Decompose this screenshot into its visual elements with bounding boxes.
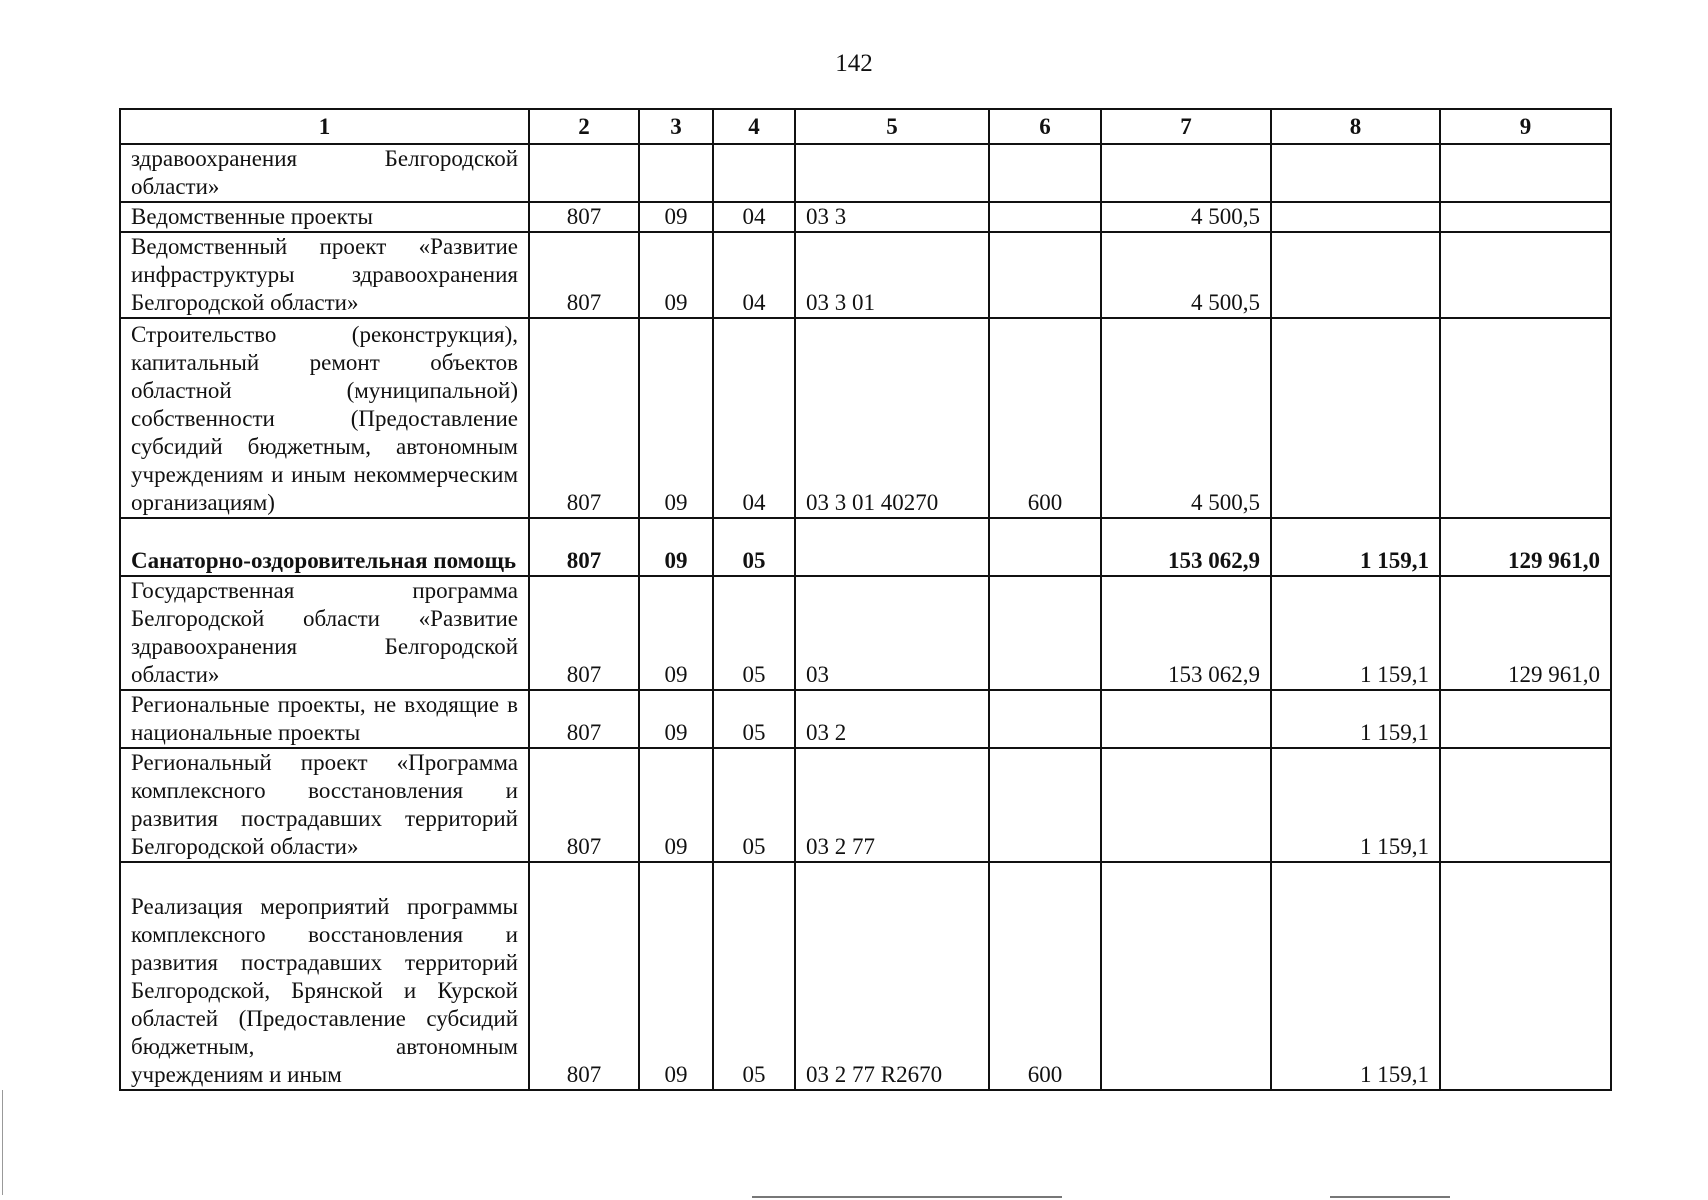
expense-type-code — [989, 202, 1101, 232]
ministry-code: 807 — [529, 518, 639, 576]
ministry-code: 807 — [529, 748, 639, 862]
amount-col-8: 1 159,1 — [1271, 748, 1440, 862]
amount-col-9 — [1440, 690, 1611, 748]
header-row — [120, 109, 1611, 144]
target-article-code: 03 2 77 R2670 — [795, 862, 989, 1090]
item-name: Реализация мероприятий программы комплексного восстановления и развития пострадавших территорий Белгородской, Брянской и Курской областей (Предоставление субсидий бюджетным, автономным учреждениям и иным — [120, 862, 529, 1090]
amount-col-8: 1 159,1 — [1271, 518, 1440, 576]
item-name: Государственная программа Белгородской области «Развитие здравоохранения Белгородской области» — [120, 576, 529, 690]
col-header-7: 7 — [1101, 109, 1271, 144]
amount-col-8: 1 159,1 — [1271, 690, 1440, 748]
amount-col-9: 129 961,0 — [1440, 576, 1611, 690]
item-name: Ведомственный проект «Развитие инфраструктуры здравоохранения Белгородской области» — [120, 232, 529, 318]
target-article-code: 03 2 77 — [795, 748, 989, 862]
item-name: Санаторно-оздоровительная помощь — [120, 518, 529, 576]
subsection-code: 05 — [713, 518, 795, 576]
target-article-code — [795, 518, 989, 576]
subsection-code: 05 — [713, 690, 795, 748]
col-header-2: 2 — [529, 109, 639, 144]
table-row — [120, 690, 1611, 748]
item-name: Региональный проект «Программа комплексного восстановления и развития пострадавших территорий Белгородской области» — [120, 748, 529, 862]
scan-bottom-line — [752, 1196, 1062, 1198]
col-header-8: 8 — [1271, 109, 1440, 144]
subsection-code — [713, 144, 795, 202]
table-row — [120, 202, 1611, 232]
expense-type-code — [989, 690, 1101, 748]
section-code: 09 — [639, 748, 713, 862]
ministry-code: 807 — [529, 862, 639, 1090]
amount-col-8 — [1271, 202, 1440, 232]
amount-col-9 — [1440, 202, 1611, 232]
table-row — [120, 576, 1611, 690]
target-article-code: 03 3 — [795, 202, 989, 232]
target-article-code: 03 2 — [795, 690, 989, 748]
amount-col-9: 129 961,0 — [1440, 518, 1611, 576]
col-header-4: 4 — [713, 109, 795, 144]
amount-col-9 — [1440, 232, 1611, 318]
table-row — [120, 862, 1611, 1090]
budget-table — [119, 108, 1612, 1091]
amount-col-7: 4 500,5 — [1101, 232, 1271, 318]
col-header-3: 3 — [639, 109, 713, 144]
page-number: 142 — [835, 50, 873, 77]
expense-type-code: 600 — [989, 318, 1101, 518]
amount-col-8: 1 159,1 — [1271, 862, 1440, 1090]
amount-col-9 — [1440, 144, 1611, 202]
ministry-code — [529, 144, 639, 202]
ministry-code: 807 — [529, 232, 639, 318]
ministry-code: 807 — [529, 690, 639, 748]
amount-col-8 — [1271, 318, 1440, 518]
table-row — [120, 518, 1611, 576]
expense-type-code — [989, 748, 1101, 862]
ministry-code: 807 — [529, 202, 639, 232]
section-code: 09 — [639, 232, 713, 318]
amount-col-7 — [1101, 748, 1271, 862]
item-name: Ведомственные проекты — [120, 202, 529, 232]
expense-type-code — [989, 518, 1101, 576]
amount-col-7: 153 062,9 — [1101, 576, 1271, 690]
item-name: Строительство (реконструкция), капитальный ремонт объектов областной (муниципальной) собственности (Предоставление субсидий бюджетным, автономным учреждениям и иным некоммерческим организациям) — [120, 318, 529, 518]
expense-type-code — [989, 232, 1101, 318]
target-article-code: 03 — [795, 576, 989, 690]
amount-col-7: 4 500,5 — [1101, 202, 1271, 232]
table-row — [120, 748, 1611, 862]
expense-type-code: 600 — [989, 862, 1101, 1090]
subsection-code: 05 — [713, 862, 795, 1090]
target-article-code: 03 3 01 — [795, 232, 989, 318]
expense-type-code — [989, 144, 1101, 202]
col-header-5: 5 — [795, 109, 989, 144]
section-code: 09 — [639, 862, 713, 1090]
subsection-code: 05 — [713, 748, 795, 862]
subsection-code: 04 — [713, 232, 795, 318]
target-article-code: 03 3 01 40270 — [795, 318, 989, 518]
amount-col-8: 1 159,1 — [1271, 576, 1440, 690]
amount-col-8 — [1271, 232, 1440, 318]
table-row — [120, 232, 1611, 318]
table-row — [120, 318, 1611, 518]
amount-col-9 — [1440, 748, 1611, 862]
ministry-code: 807 — [529, 318, 639, 518]
ministry-code: 807 — [529, 576, 639, 690]
scan-edge-line — [2, 1090, 3, 1195]
col-header-6: 6 — [989, 109, 1101, 144]
amount-col-7: 4 500,5 — [1101, 318, 1271, 518]
amount-col-9 — [1440, 862, 1611, 1090]
amount-col-7 — [1101, 690, 1271, 748]
col-header-1: 1 — [120, 109, 529, 144]
target-article-code — [795, 144, 989, 202]
item-name: Региональные проекты, не входящие в национальные проекты — [120, 690, 529, 748]
table-row — [120, 144, 1611, 202]
amount-col-7 — [1101, 144, 1271, 202]
section-code: 09 — [639, 518, 713, 576]
section-code: 09 — [639, 576, 713, 690]
section-code: 09 — [639, 202, 713, 232]
item-name: здравоохранения Белгородской области» — [120, 144, 529, 202]
subsection-code: 04 — [713, 318, 795, 518]
col-header-9: 9 — [1440, 109, 1611, 144]
scan-bottom-line — [1330, 1196, 1450, 1198]
amount-col-8 — [1271, 144, 1440, 202]
amount-col-7 — [1101, 862, 1271, 1090]
subsection-code: 05 — [713, 576, 795, 690]
section-code: 09 — [639, 318, 713, 518]
expense-type-code — [989, 576, 1101, 690]
section-code: 09 — [639, 690, 713, 748]
amount-col-7: 153 062,9 — [1101, 518, 1271, 576]
amount-col-9 — [1440, 318, 1611, 518]
section-code — [639, 144, 713, 202]
subsection-code: 04 — [713, 202, 795, 232]
